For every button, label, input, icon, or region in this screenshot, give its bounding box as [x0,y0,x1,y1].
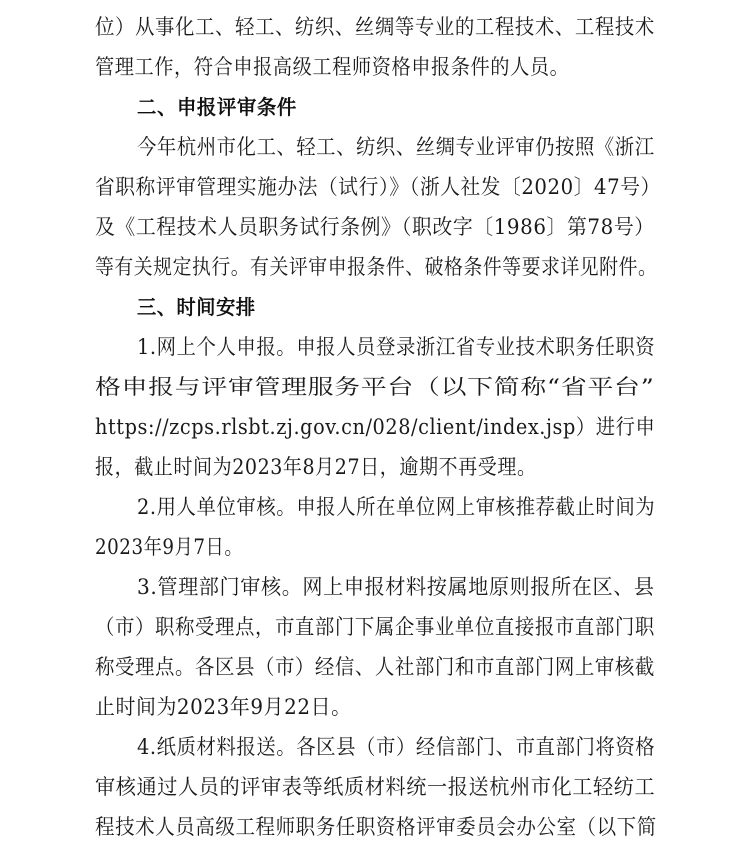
text-line: 程技术人员高级工程师职务任职资格评审委员会办公室（以下简 [95,815,657,839]
section-heading: 三、时间安排 [137,295,256,319]
text-line: 止时间为2023年9月22日。 [95,695,352,719]
text-line: 管理工作，符合申报高级工程师资格申报条件的人员。 [95,55,570,79]
text-line: 称受理点。各区县（市）经信、人社部门和市直部门网上审核截 [95,655,655,679]
text-line: 今年杭州市化工、轻工、纺织、丝绸专业评审仍按照《浙江 [137,135,655,159]
text-line: 2.用人单位审核。申报人所在单位网上审核推荐截止时间为 [137,495,656,519]
text-line: 4.纸质材料报送。各区县（市）经信部门、市直部门将资格 [137,735,656,759]
text-line: 1.网上个人申报。申报人员登录浙江省专业技术职务任职资 [137,335,656,359]
text-line: 审核通过人员的评审表等纸质材料统一报送杭州市化工轻纺工 [95,775,656,799]
text-line: 等有关规定执行。有关评审申报条件、破格条件等要求详见附件。 [95,255,658,279]
text-line: 3.管理部门审核。网上申报材料按属地原则报所在区、县 [137,575,655,599]
text-line: （市）职称受理点，市直部门下属企事业单位直接报市直部门职 [95,615,655,639]
text-line: 位）从事化工、轻工、纺织、丝绸等专业的工程技术、工程技术 [95,15,655,39]
section-heading: 二、申报评审条件 [137,95,297,119]
text-line: 省职称评审管理实施办法（试行）》（浙人社发〔2020〕47号） [95,175,661,199]
text-line: 报，截止时间为2023年8月27日，逾期不再受理。 [95,455,537,479]
text-line: 2023年9月7日。 [95,535,244,559]
text-line: 格申报与评审管理服务平台（以下简称“省平台” [95,375,655,399]
text-line: https://zcps.rlsbt.zj.gov.cn/028/client/index.jsp）进行申 [95,415,656,439]
text-line: 及《工程技术人员职务试行条例》（职改字〔1986〕第78号） [95,215,655,239]
